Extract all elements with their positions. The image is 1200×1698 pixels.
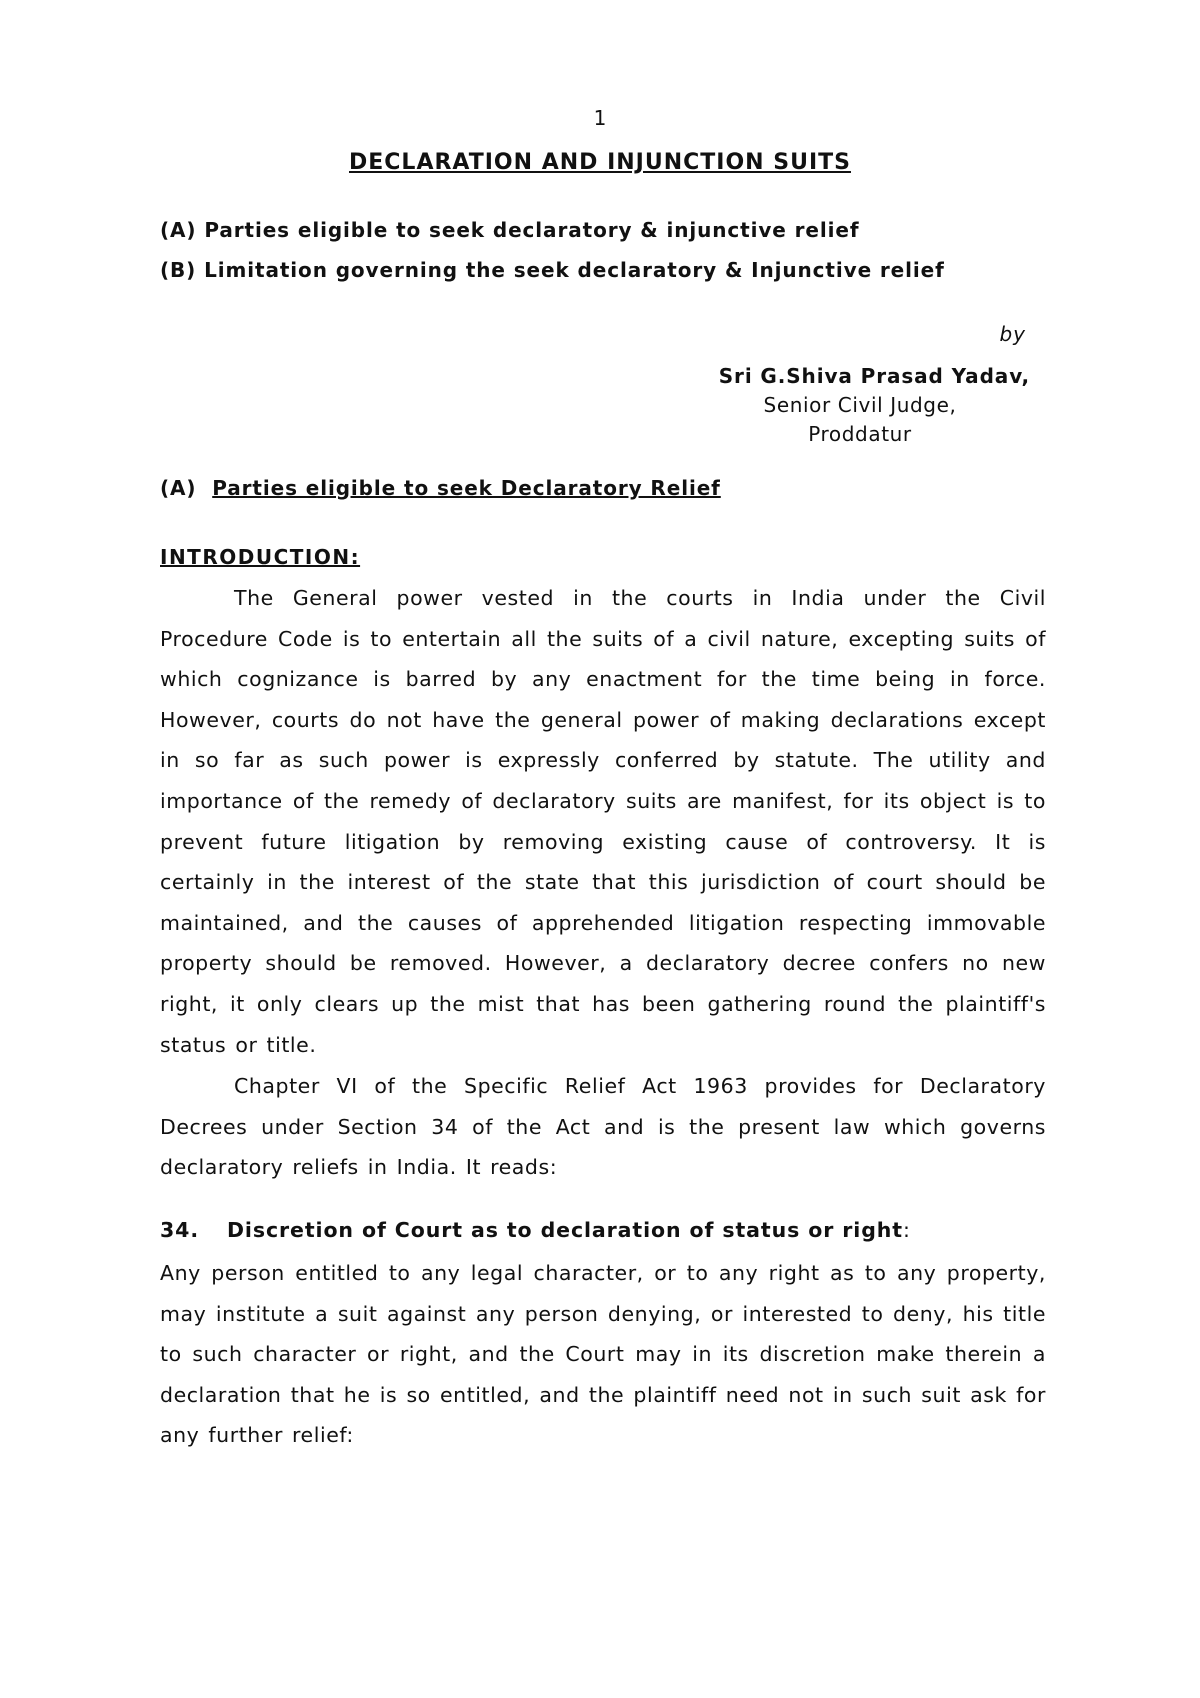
toc-item-b: (B) Limitation governing the seek declaratory & Injunctive relief [160,258,945,282]
section-a-title: Parties eligible to seek Declaratory Relief [212,476,721,500]
section-34-heading [160,1218,911,1242]
section-34-colon: : [903,1218,911,1242]
document-title: DECLARATION AND INJUNCTION SUITS [349,150,851,175]
byline: by [999,322,1026,346]
introduction-paragraph-2: Chapter VI of the Specific Relief Act 1963 provides for Declaratory Decrees under Section 34 of the Act and is the present law which governs declaratory reliefs in India. It reads: [160,1074,1046,1180]
section-34-title: Discretion of Court as to declaration of status or right [227,1218,903,1242]
author-name: Sri G.Shiva Prasad Yadav, [718,364,1030,388]
page-number: 1 [593,106,607,130]
section-34-number: 34. [160,1218,200,1242]
section-a-heading [160,476,721,500]
section-34-text: Any person entitled to any legal character, or to any right as to any property, may institute a suit against any person denying, or interested to deny, his title to such character or right, and the Court may in its discretion make therein a declaration that he is so entitled, and the plaintiff need not in such suit ask for any further relief: [160,1261,1046,1448]
author-block [690,362,1030,449]
introduction-heading: INTRODUCTION: [160,545,361,569]
introduction-paragraph-1: The General power vested in the courts in India under the Civil Procedure Code is to entertain all the suits of a civil nature, excepting suits of which cognizance is barred by any enactment for the time being in force. However, courts do not have the general power of making declarations except in so far as such power is expressly conferred by statute. The utility and importance of the remedy of declaratory suits are manifest, for its object is to prevent future litigation by removing existing cause of controversy. It is certainly in the interest of the state that this jurisdiction of court should be maintained, and the causes of apprehended litigation respecting immovable property should be removed. However, a declaratory decree confers no new right, it only clears up the mist that has been gathering round the plaintiff's status or title. [160,586,1046,1057]
toc-item-a: (A) Parties eligible to seek declaratory & injunctive relief [160,218,860,242]
author-designation: Senior Civil Judge, [763,393,957,417]
section-a-label: (A) [160,476,197,500]
author-place: Proddatur [808,422,912,446]
